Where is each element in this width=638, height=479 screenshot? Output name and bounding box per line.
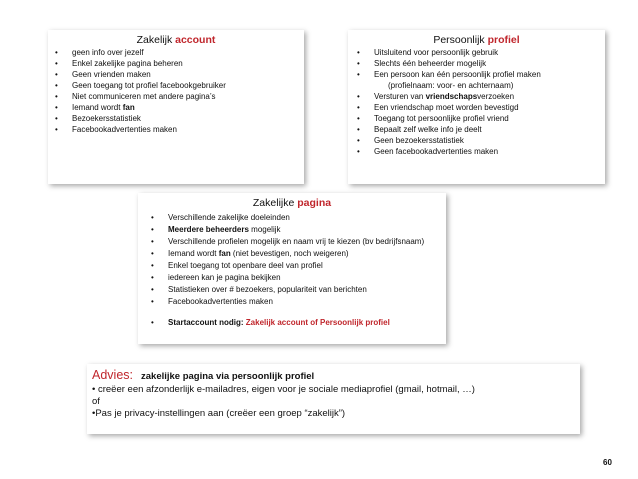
- advies-box: [87, 364, 580, 434]
- list-item: • Versturen van vriendschapsverzoeken: [357, 92, 515, 101]
- list-item: • Verschillende zakelijke doeleinden: [151, 213, 290, 222]
- persoonlijk-profiel-box: [348, 30, 605, 184]
- list-item: • Uitsluitend voor persoonlijk gebruik: [357, 48, 499, 57]
- list-item: • Toegang tot persoonlijke profiel vriend: [357, 114, 509, 123]
- advies-line: • creëer een afzonderlijk e-mailadres, eigen voor je sociale mediaprofiel (gmail, hotmail, …): [92, 384, 475, 395]
- zakelijke-pagina-title: Zakelijke pagina: [252, 197, 332, 209]
- zakelijke-pagina-list: [151, 212, 446, 329]
- zakelijk-account-list: [55, 47, 304, 135]
- list-item: • Statistieken over # bezoekers, populariteit van berichten: [151, 285, 367, 294]
- zakelijke-pagina-box: [138, 193, 446, 344]
- list-item: • Iemand wordt fan: [55, 103, 135, 112]
- list-item: • Geen bezoekersstatistiek: [357, 136, 464, 145]
- list-item: • Enkel toegang tot openbare deel van profiel: [151, 261, 323, 270]
- advies-line: of: [92, 396, 100, 407]
- list-item: • iedereen kan je pagina bekijken: [151, 273, 281, 282]
- advies-line: •Pas je privacy-instellingen aan (creëer een groep “zakelijk”): [92, 408, 346, 419]
- list-item: • Geen facebookadvertenties maken: [357, 147, 499, 156]
- list-item: • Geen toegang tot profiel facebookgebruiker: [55, 81, 226, 90]
- startaccount-item: • Startaccount nodig: Zakelijk account of Persoonlijk profiel: [151, 318, 390, 327]
- page-number: 60: [603, 458, 612, 467]
- list-item: • Een vriendschap moet worden bevestigd: [357, 103, 519, 112]
- list-item: • Enkel zakelijke pagina beheren: [55, 59, 183, 68]
- list-item: • Bepaalt zelf welke info je deelt: [357, 125, 482, 134]
- zakelijk-account-title: Zakelijk account: [136, 34, 216, 46]
- list-item: • Iemand wordt fan (niet bevestigen, noch weigeren): [151, 249, 349, 258]
- persoonlijk-profiel-list: [357, 47, 605, 157]
- advies-heading: Advies: zakelijke pagina via persoonlijk profiel: [92, 368, 315, 382]
- list-item: • Meerdere beheerders mogelijk: [151, 225, 281, 234]
- list-item: • Bezoekersstatistiek: [55, 114, 141, 123]
- list-item: • Niet communiceren met andere pagina’s: [55, 92, 216, 101]
- list-item: • Facebookadvertenties maken: [55, 125, 177, 134]
- list-item: • geen info over jezelf: [55, 48, 144, 57]
- zakelijk-account-box: [48, 30, 304, 184]
- list-item: • Een persoon kan één persoonlijk profiel maken: [357, 70, 541, 79]
- list-item: • Facebookadvertenties maken: [151, 297, 273, 306]
- list-item-continuation: (profielnaam: voor- en achternaam): [388, 81, 514, 90]
- list-item: • Verschillende profielen mogelijk en naam vrij te kiezen (bv bedrijfsnaam): [151, 237, 425, 246]
- list-item: • Slechts één beheerder mogelijk: [357, 59, 487, 68]
- list-item: • Geen vrienden maken: [55, 70, 151, 79]
- persoonlijk-profiel-title: Persoonlijk profiel: [433, 34, 520, 46]
